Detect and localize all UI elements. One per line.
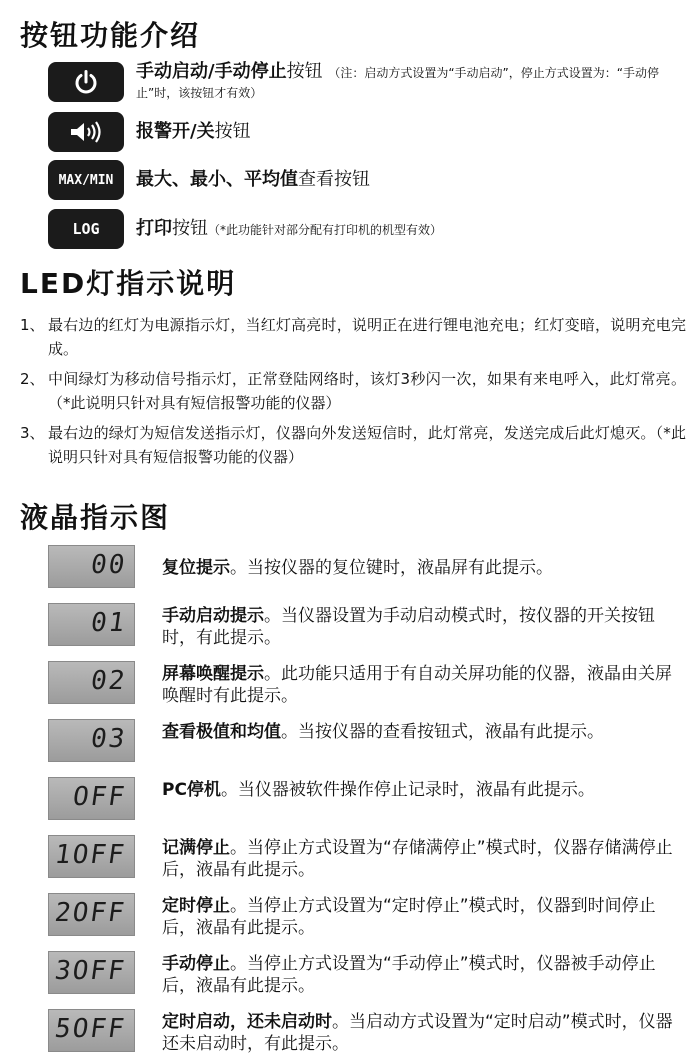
lcd-display [48, 835, 135, 878]
button-name: 最大、最小、平均值 [136, 169, 298, 190]
lcd-desc [162, 953, 680, 997]
button-suffix: 查看按钮 [298, 169, 370, 190]
lcd-display [48, 603, 135, 646]
lcd-text: 。当停止方式设置为“存储满停止”模式时，仪器存储满停止后，液晶有此提示。 [162, 838, 673, 880]
button-desc-log [136, 219, 688, 239]
button-suffix: 按钮 [286, 61, 323, 82]
button-desc-maxmin [136, 170, 688, 190]
lcd-code: 03 [88, 724, 129, 754]
lcd-desc [162, 895, 680, 939]
lcd-desc [162, 557, 680, 579]
lcd-row [48, 719, 688, 765]
lcd-name: 手动停止 [162, 954, 230, 974]
log-key: LOG [48, 209, 124, 249]
lcd-desc [162, 1011, 680, 1055]
lcd-text: 。当停止方式设置为“定时停止”模式时，仪器到时间停止后，液晶有此提示。 [162, 896, 656, 938]
lcd-text: 。当仪器设置为手动启动模式时，按仪器的开关按钮时，有此提示。 [162, 606, 655, 648]
led-item [20, 367, 686, 415]
section-title-lcd: 液晶指示图 [20, 501, 171, 534]
button-desc-alarm [136, 122, 688, 142]
led-text: 中间绿灯为移动信号指示灯，正常登陆网络时，该灯3秒闪一次，如果有来电呼入，此灯常亮。（*此说明只针对具有短信报警功能的仪器） [48, 370, 686, 412]
button-desc-power [136, 62, 688, 102]
lcd-name: 复位提示 [162, 558, 230, 578]
led-num: 3、 [20, 424, 45, 442]
power-key [48, 62, 124, 102]
led-text: 最右边的红灯为电源指示灯，当红灯高亮时，说明正在进行锂电池充电；红灯变暗，说明充电完成。 [48, 316, 686, 358]
led-num: 1、 [20, 316, 45, 334]
lcd-name: 查看极值和均值 [162, 722, 281, 742]
lcd-desc [162, 721, 680, 743]
lcd-display [48, 893, 135, 936]
lcd-text: 。当仪器被软件操作停止记录时，液晶有此提示。 [220, 780, 595, 800]
lcd-code: 5OFF [53, 1014, 129, 1044]
button-name: 打印 [136, 218, 172, 239]
alarm-key [48, 112, 124, 152]
section-title-led: LED灯指示说明 [20, 267, 237, 300]
section-title-buttons: 按钮功能介绍 [20, 19, 201, 52]
led-list [20, 313, 686, 469]
speaker-icon [68, 120, 104, 144]
lcd-text: 。当按仪器的复位键时，液晶屏有此提示。 [230, 558, 553, 578]
lcd-name: 定时停止 [162, 896, 230, 916]
button-row-alarm [48, 112, 688, 154]
lcd-text: 。当停止方式设置为“手动停止”模式时，仪器被手动停止后，液晶有此提示。 [162, 954, 656, 996]
lcd-name: 定时启动，还未启动时 [162, 1012, 332, 1032]
lcd-code: 3OFF [53, 956, 129, 986]
lcd-code: OFF [70, 782, 129, 812]
lcd-display [48, 951, 135, 994]
lcd-desc [162, 779, 680, 801]
button-note: （注：启动方式设置为“手动启动”，停止方式设置为：“手动停止”时，该按钮才有效） [136, 66, 659, 100]
button-name: 手动启动/手动停止 [136, 61, 287, 82]
button-note: （*此功能针对部分配有打印机的机型有效） [208, 223, 443, 237]
button-row-log [48, 209, 688, 251]
lcd-row [48, 835, 688, 881]
lcd-name: 屏幕唤醒提示 [162, 664, 264, 684]
lcd-code: 1OFF [53, 840, 129, 870]
lcd-display [48, 661, 135, 704]
lcd-row [48, 1009, 688, 1055]
led-item [20, 421, 686, 469]
button-suffix: 按钮 [214, 121, 251, 142]
lcd-text: 。当按仪器的查看按钮式，液晶有此提示。 [281, 722, 604, 742]
lcd-row [48, 951, 688, 997]
lcd-display [48, 545, 135, 588]
lcd-text: 。此功能只适用于有自动关屏功能的仪器，液晶由关屏唤醒时有此提示。 [162, 664, 672, 706]
led-item [20, 313, 686, 361]
lcd-name: 记满停止 [162, 838, 230, 858]
lcd-code: 02 [88, 666, 129, 696]
button-suffix: 按钮 [172, 218, 208, 239]
lcd-name: PC停机 [162, 780, 221, 800]
lcd-display [48, 1009, 135, 1052]
lcd-row [48, 603, 688, 649]
lcd-text: 。当启动方式设置为“定时启动”模式时，仪器还未启动时，有此提示。 [162, 1012, 673, 1054]
lcd-row [48, 777, 688, 823]
led-text: 最右边的绿灯为短信发送指示灯，仪器向外发送短信时，此灯常亮，发送完成后此灯熄灭。（*此说明只针对具有短信报警功能的仪器） [48, 424, 686, 466]
lcd-desc [162, 837, 680, 881]
button-row-maxmin [48, 160, 688, 202]
lcd-row [48, 545, 688, 591]
lcd-desc [162, 605, 680, 649]
lcd-display [48, 719, 135, 762]
power-icon [73, 69, 99, 95]
button-name: 报警开/关 [136, 121, 215, 142]
lcd-row [48, 893, 688, 939]
lcd-code: 2OFF [53, 898, 129, 928]
lcd-desc [162, 663, 680, 707]
lcd-code: 01 [88, 608, 129, 638]
button-row-power [48, 62, 688, 104]
led-num: 2、 [20, 370, 45, 388]
lcd-name: 手动启动提示 [162, 606, 264, 626]
lcd-row [48, 661, 688, 707]
lcd-display [48, 777, 135, 820]
maxmin-key: MAX/MIN [48, 160, 124, 200]
lcd-code: 00 [88, 550, 129, 580]
